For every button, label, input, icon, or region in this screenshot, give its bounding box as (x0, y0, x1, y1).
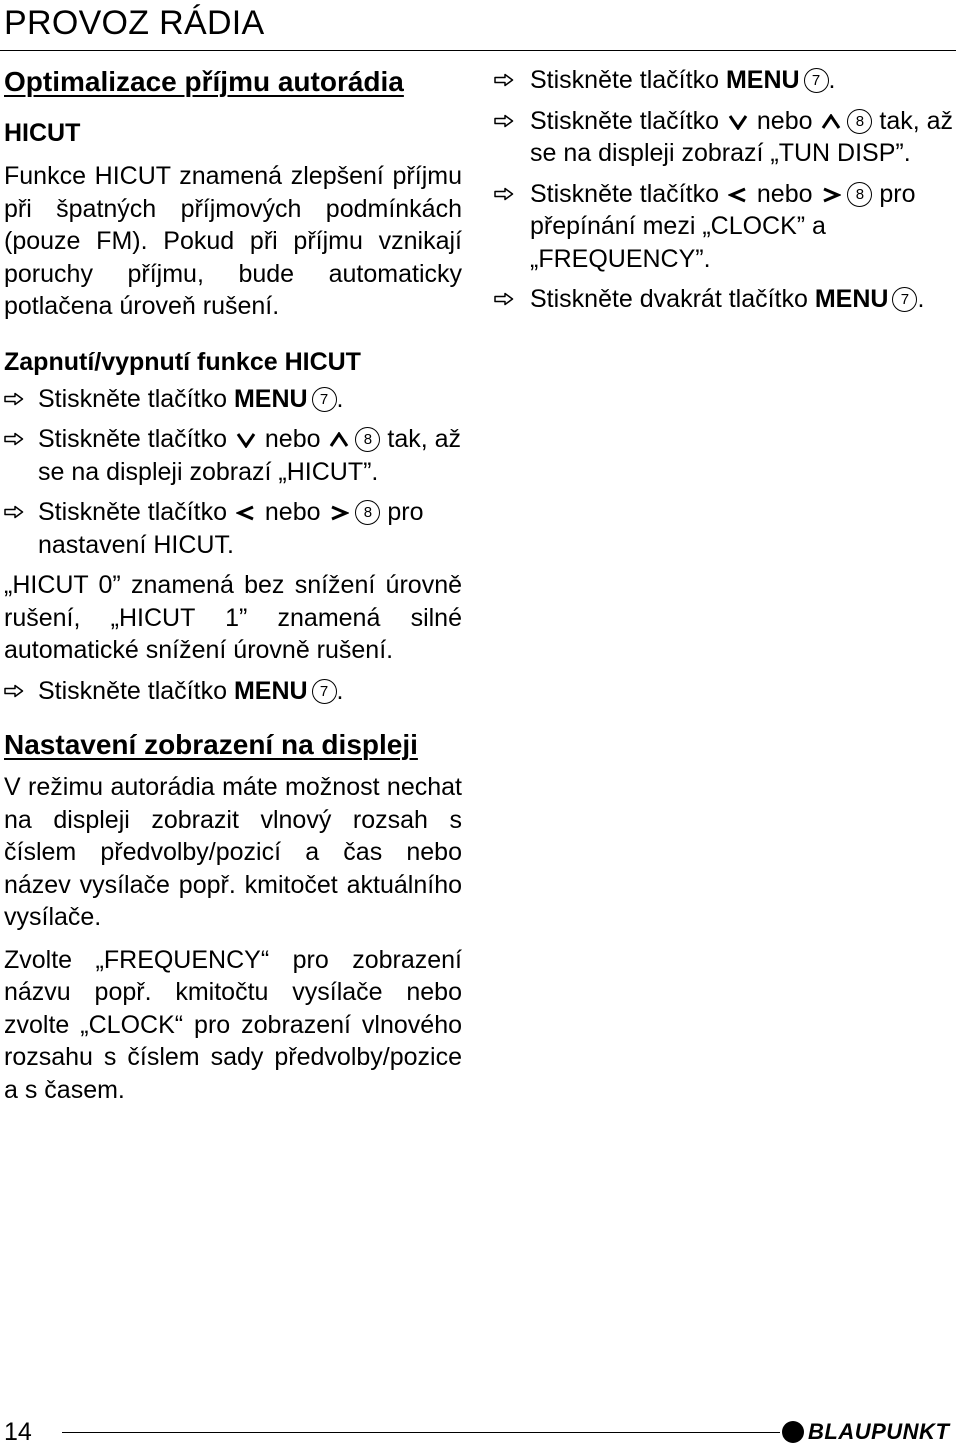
step-arrow-icon (494, 73, 514, 87)
chevron-left-icon (236, 505, 256, 521)
button-number-badge: 7 (892, 287, 917, 312)
step-text-mid: nebo (749, 106, 820, 135)
left-column (4, 62, 462, 1106)
chevron-right-icon (821, 187, 841, 203)
step-text-end: . (828, 66, 836, 94)
menu-key-label: MENU (814, 285, 889, 313)
menu-key-label: MENU (233, 676, 308, 705)
step-text: Stiskněte tlačítko (530, 179, 726, 208)
step-text: Stiskněte tlačítko (530, 106, 726, 135)
hicut-step-menu (4, 383, 462, 416)
step-text: Stiskněte tlačítko (38, 676, 234, 705)
filled-circle-icon (782, 1421, 804, 1443)
page-number: 14 (4, 1418, 32, 1446)
hicut-step-leftright (4, 496, 462, 561)
step-arrow-icon (4, 432, 24, 446)
step-text-mid: nebo (749, 179, 820, 208)
button-number-badge: 8 (355, 427, 380, 452)
step-arrow-icon (494, 114, 514, 128)
display-options-note: Zvolte „FREQUENCY“ pro zobrazení názvu popř. kmitočtu vysílače nebo zvolte „CLOCK“ pro zobrazení vlnového rozsahu s číslem sady předvolby/pozice a s časem. (4, 945, 462, 1104)
button-number-badge: 8 (847, 182, 872, 207)
brand-logo (782, 1418, 949, 1446)
step-text: Stiskněte tlačítko (530, 66, 726, 94)
step-text-end: . (336, 676, 344, 705)
button-number-badge: 7 (804, 68, 829, 93)
step-text: Stiskněte dvakrát tlačítko (530, 285, 815, 313)
section-title-display: Nastavení zobrazení na displeji (4, 729, 418, 760)
hicut-heading: HICUT (4, 119, 81, 147)
display-step-updown (494, 105, 956, 170)
brand-name: BLAUPUNKT (808, 1419, 950, 1444)
step-arrow-icon (4, 392, 24, 406)
chevron-down-icon (236, 432, 256, 448)
step-text: Stiskněte tlačítko (38, 425, 234, 453)
button-number-badge: 8 (847, 109, 872, 134)
display-step-leftright (494, 178, 956, 276)
button-number-badge: 7 (312, 679, 337, 704)
section-title-reception: Optimalizace příjmu autorádia (4, 66, 404, 97)
chevron-up-icon (329, 432, 349, 448)
menu-key-label: MENU (233, 384, 308, 413)
right-column (494, 64, 956, 316)
step-arrow-icon (494, 187, 514, 201)
step-text-end: pro nastavení HICUT. (38, 498, 424, 559)
step-text-end: . (336, 384, 344, 413)
step-text: Stiskněte tlačítko (38, 384, 234, 413)
hicut-levels-note: „HICUT 0” znamená bez snížení úrovně rušení, „HICUT 1” znamená silné automatické snížení úrovně rušení. (4, 571, 462, 664)
step-text: Stiskněte tlačítko (38, 498, 234, 526)
chevron-down-icon (728, 114, 748, 130)
menu-key-label: MENU (725, 66, 800, 94)
step-text-end: tak, až se na displeji zobrazí „TUN DISP”. (530, 106, 954, 167)
chevron-up-icon (821, 114, 841, 130)
step-arrow-icon (4, 505, 24, 519)
button-number-badge: 7 (312, 387, 337, 412)
step-text-end: tak, až se na displeji zobrazí „HICUT”. (38, 425, 462, 486)
step-text-mid: nebo (257, 498, 328, 526)
hicut-step-menu-exit (4, 675, 462, 708)
chevron-left-icon (728, 187, 748, 203)
display-description: V režimu autorádia máte možnost nechat na displeji zobrazit vlnový rozsah s číslem předvolby/pozicí a čas nebo název vysílače popř. kmitočet aktuálního vysílače. (4, 773, 462, 931)
hicut-step-updown (4, 423, 462, 488)
chevron-right-icon (329, 505, 349, 521)
step-text-end: . (917, 285, 925, 313)
step-text-mid: nebo (257, 425, 328, 453)
hicut-description: Funkce HICUT znamená zlepšení příjmu při špatných příjmových podmínkách (pouze FM). Pokud při příjmu vznikají poruchy příjmu, bude automaticky potlačena úroveň rušení. (4, 162, 462, 320)
button-number-badge: 8 (355, 500, 380, 525)
hicut-toggle-heading: Zapnutí/vypnutí funkce HICUT (4, 347, 361, 376)
title-divider (0, 50, 956, 51)
footer-divider (62, 1432, 780, 1433)
step-text-end: pro přepínání mezi „CLOCK” a „FREQUENCY”. (530, 179, 916, 273)
step-arrow-icon (494, 292, 514, 306)
display-step-menu (494, 64, 956, 97)
display-step-menu-exit (494, 283, 956, 316)
step-arrow-icon (4, 684, 24, 698)
page-title: PROVOZ RÁDIA (4, 4, 265, 42)
